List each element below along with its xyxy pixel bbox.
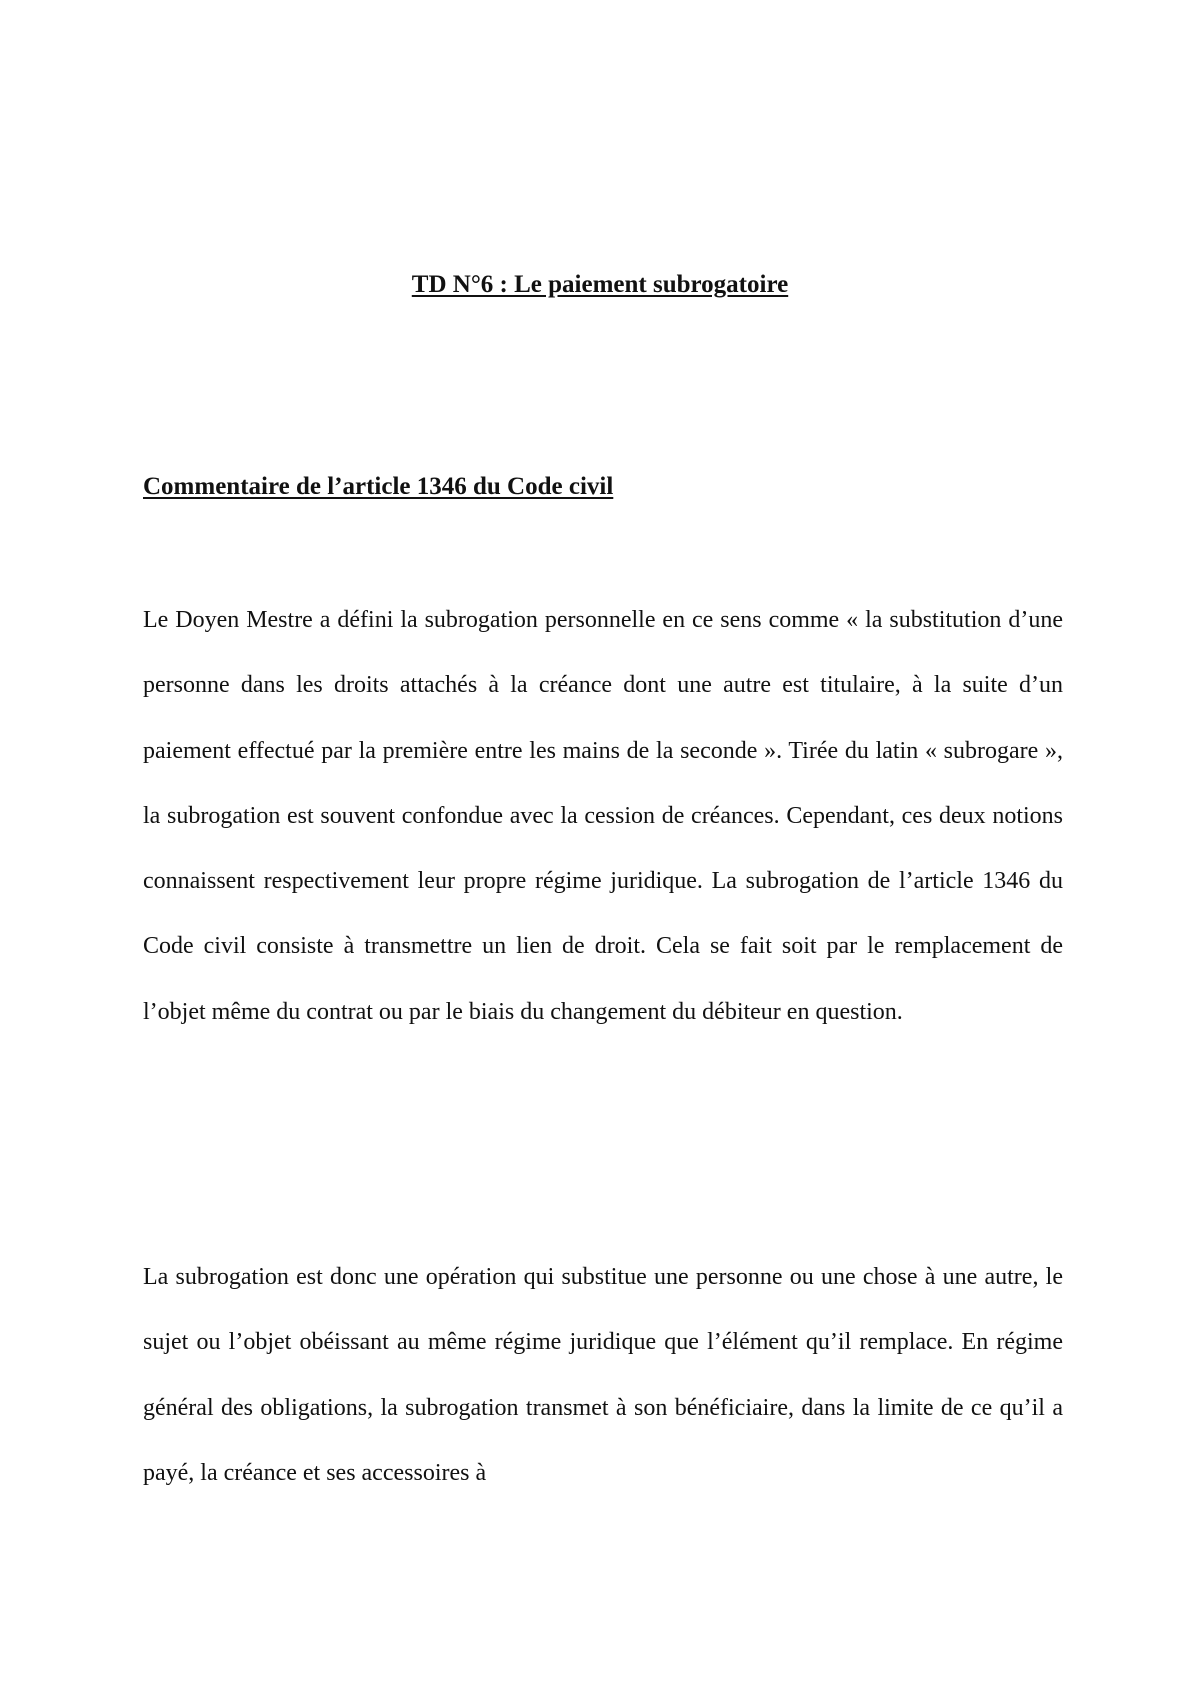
document-subtitle: Commentaire de l’article 1346 du Code civil [143,473,614,500]
paragraph-1: Le Doyen Mestre a défini la subrogation personnelle en ce sens comme « la substitution d’une personne dans les droits attachés à la créance dont une autre est titulaire, à la suite d’un paiement effectué par la première entre les mains de la seconde ». Tirée du latin « subrogare », la subrogation est souvent confondue avec la cession de créances. Cependant, ces deux notions connaissent respectivement leur propre régime juridique. La subrogation de l’article 1346 du Code civil consiste à transmettre un lien de droit. Cela se fait soit par le remplacement de l’objet même du contrat ou par le biais du changement du débiteur en question. [143,607,1063,1025]
document-title: TD N°6 : Le paiement subrogatoire [411,271,789,298]
paragraph-2: La subrogation est donc une opération qui substitue une personne ou une chose à une autre, le sujet ou l’objet obéissant au même régime juridique que l’élément qu’il remplace. En régime général des obligations, la subrogation transmet à son bénéficiaire, dans la limite de ce qu’il a payé, la créance et ses accessoires à [143,1264,1063,1486]
